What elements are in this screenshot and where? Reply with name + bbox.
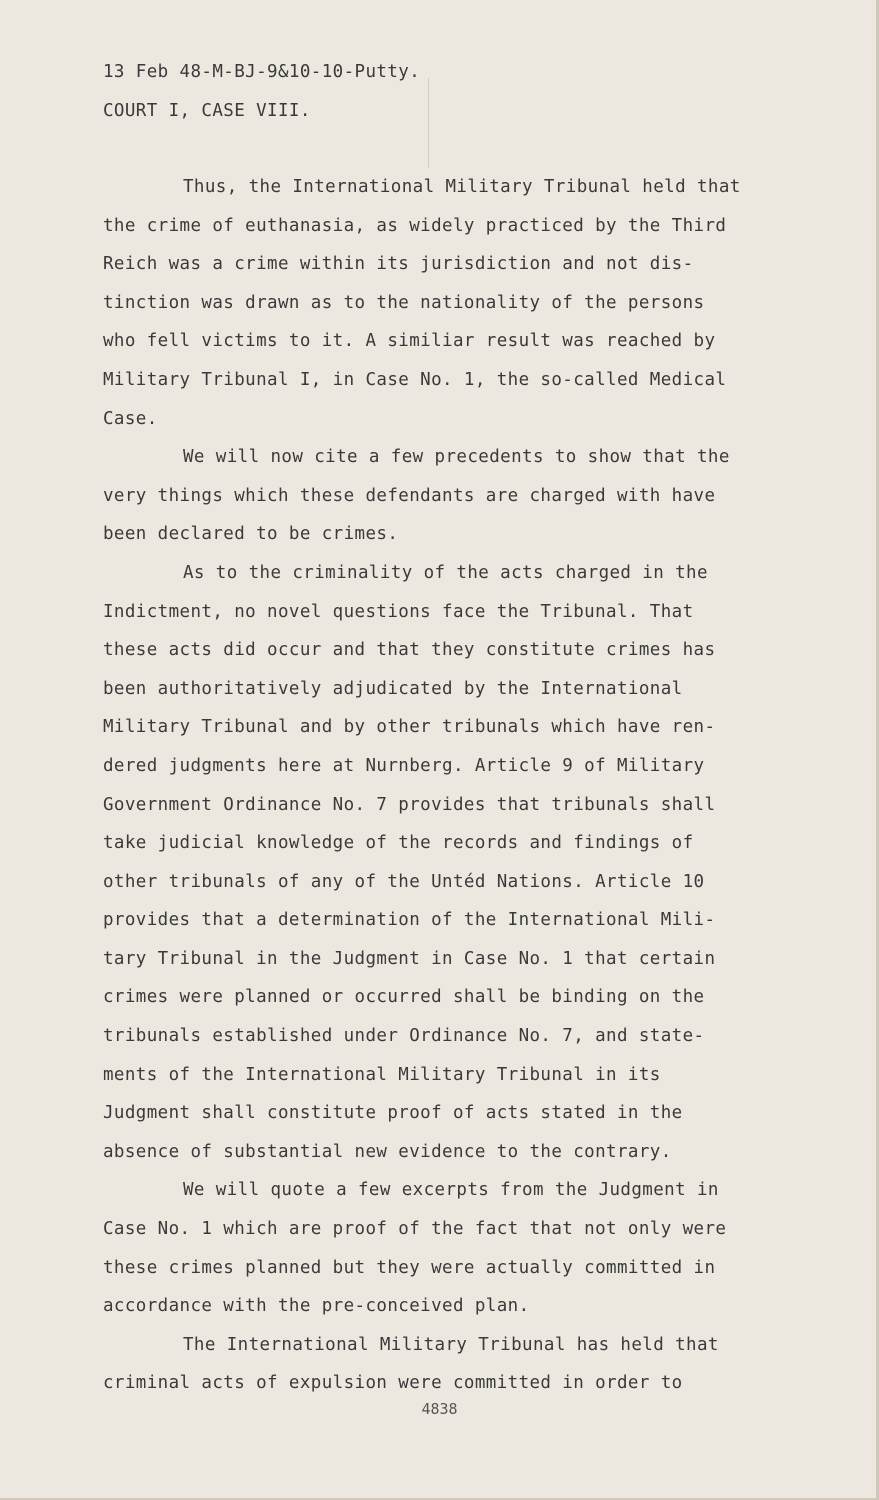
text-line: Judgment shall constitute proof of acts stated in the	[103, 1103, 683, 1124]
text-line: crimes were planned or occurred shall be binding on the	[103, 987, 705, 1008]
text-line: We will now cite a few precedents to show that the	[183, 447, 730, 468]
text-line: Case.	[103, 408, 158, 429]
text-line: the crime of euthanasia, as widely practiced by the Third	[103, 215, 727, 236]
text-line: Military Tribunal I, in Case No. 1, the so-called Medical	[103, 369, 727, 390]
text-line: Government Ordinance No. 7 provides that tribunals shall	[103, 794, 716, 815]
page-number: 4838	[421, 1400, 458, 1418]
text-line: take judicial knowledge of the records and findings of	[103, 833, 694, 854]
text-line: Indictment, no novel questions face the Tribunal. That	[103, 601, 694, 622]
text-line: these acts did occur and that they constitute crimes has	[103, 640, 716, 661]
body-text	[103, 175, 783, 1410]
text-line: been authoritatively adjudicated by the International	[103, 678, 683, 699]
text-line: We will quote a few excerpts from the Judgment in	[183, 1180, 719, 1201]
text-line: tinction was drawn as to the nationality of the persons	[103, 292, 705, 313]
text-line: other tribunals of any of the Untéd Nations. Article 10	[103, 871, 705, 892]
text-line: Thus, the International Military Tribunal held that	[183, 177, 741, 197]
document-reference: 13 Feb 48-M-BJ-9&10-10-Putty.	[103, 62, 421, 82]
text-line: accordance with the pre-conceived plan.	[103, 1296, 530, 1317]
court-case-heading: COURT I, CASE VIII.	[103, 101, 311, 121]
text-line: dered judgments here at Nurnberg. Article 9 of Military	[103, 755, 705, 776]
text-line: very things which these defendants are charged with have	[103, 485, 716, 506]
text-line: tary Tribunal in the Judgment in Case No. 1 that certain	[103, 948, 716, 969]
text-line: Reich was a crime within its jurisdiction and not dis-	[103, 254, 694, 275]
text-line: absence of substantial new evidence to the contrary.	[103, 1141, 672, 1162]
text-line: criminal acts of expulsion were committed in order to	[103, 1373, 683, 1394]
text-line: The International Military Tribunal has held that	[183, 1334, 719, 1355]
text-line: these crimes planned but they were actually committed in	[103, 1257, 716, 1278]
text-line: been declared to be crimes.	[103, 524, 399, 545]
text-line: provides that a determination of the International Mili-	[103, 910, 716, 931]
text-line: who fell victims to it. A similiar result was reached by	[103, 331, 716, 352]
text-line: Case No. 1 which are proof of the fact that not only were	[103, 1219, 727, 1240]
text-line: ments of the International Military Tribunal in its	[103, 1064, 661, 1085]
text-line: Military Tribunal and by other tribunals which have ren-	[103, 717, 716, 738]
margin-rule	[428, 78, 429, 168]
text-line: As to the criminality of the acts charged in the	[183, 562, 708, 583]
text-line: tribunals established under Ordinance No. 7, and state-	[103, 1026, 705, 1047]
